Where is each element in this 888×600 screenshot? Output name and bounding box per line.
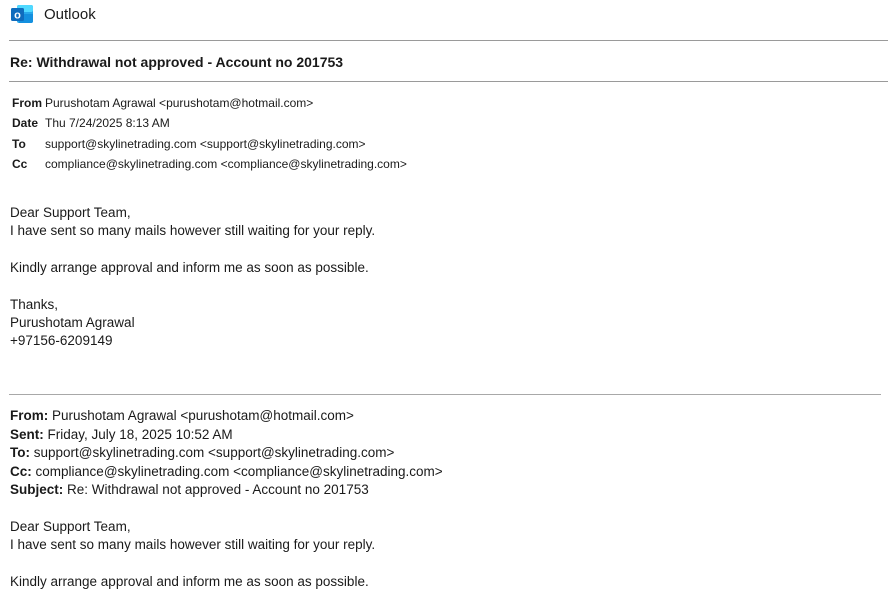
to-label: To — [12, 137, 26, 151]
quoted-divider — [9, 394, 881, 395]
from-row — [12, 96, 313, 110]
date-value: Thu 7/24/2025 8:13 AM — [45, 116, 170, 130]
quoted-to-value: support@skylinetrading.com <support@skylinetrading.com> — [33, 445, 395, 460]
quoted-cc-label: Cc: — [10, 464, 32, 479]
to-value[interactable]: support@skylinetrading.com <support@skylinetrading.com> — [45, 137, 366, 151]
cc-value[interactable]: compliance@skylinetrading.com <compliance@skylinetrading.com> — [45, 157, 407, 171]
email-subject: Re: Withdrawal not approved - Account no 201753 — [10, 54, 344, 70]
quoted-subject-row — [10, 482, 369, 498]
quoted-sent-value: Friday, July 18, 2025 10:52 AM — [47, 427, 233, 442]
body-greeting: Dear Support Team, — [10, 205, 131, 220]
quoted-greeting: Dear Support Team, — [10, 519, 131, 534]
signature-phone: +97156-6209149 — [10, 333, 113, 348]
from-label: From — [12, 96, 42, 110]
quoted-sent-label: Sent: — [10, 427, 44, 442]
quoted-from-row — [10, 408, 354, 424]
date-row — [12, 116, 170, 130]
body-line-1: I have sent so many mails however still waiting for your reply. — [10, 223, 376, 238]
quoted-to-label: To: — [10, 445, 30, 460]
quoted-line-2: Kindly arrange approval and inform me as soon as possible. — [10, 574, 369, 589]
quoted-cc-row — [10, 464, 443, 480]
quoted-cc-value: compliance@skylinetrading.com <compliance@skylinetrading.com> — [35, 464, 443, 479]
app-header — [10, 2, 96, 26]
quoted-subject-value: Re: Withdrawal not approved - Account no 201753 — [67, 482, 369, 497]
quoted-from-value: Purushotam Agrawal <purushotam@hotmail.com> — [52, 408, 354, 423]
body-line-2: Kindly arrange approval and inform me as soon as possible. — [10, 260, 369, 275]
signature-name: Purushotam Agrawal — [10, 315, 135, 330]
to-row — [12, 137, 366, 151]
from-value[interactable]: Purushotam Agrawal <purushotam@hotmail.com> — [45, 96, 314, 110]
cc-row — [12, 157, 407, 171]
quoted-to-row — [10, 445, 394, 461]
logo-letter: o — [14, 9, 21, 22]
body-signoff: Thanks, — [10, 297, 59, 312]
quoted-line-1: I have sent so many mails however still waiting for your reply. — [10, 537, 376, 552]
date-label: Date — [12, 116, 39, 130]
app-name: Outlook — [44, 5, 96, 23]
outlook-logo-icon — [10, 2, 34, 26]
cc-label: Cc — [12, 157, 28, 171]
quoted-subject-label: Subject: — [10, 482, 64, 497]
subject-divider — [9, 81, 888, 82]
header-divider — [9, 40, 888, 41]
quoted-sent-row — [10, 427, 233, 443]
quoted-from-label: From: — [10, 408, 49, 423]
